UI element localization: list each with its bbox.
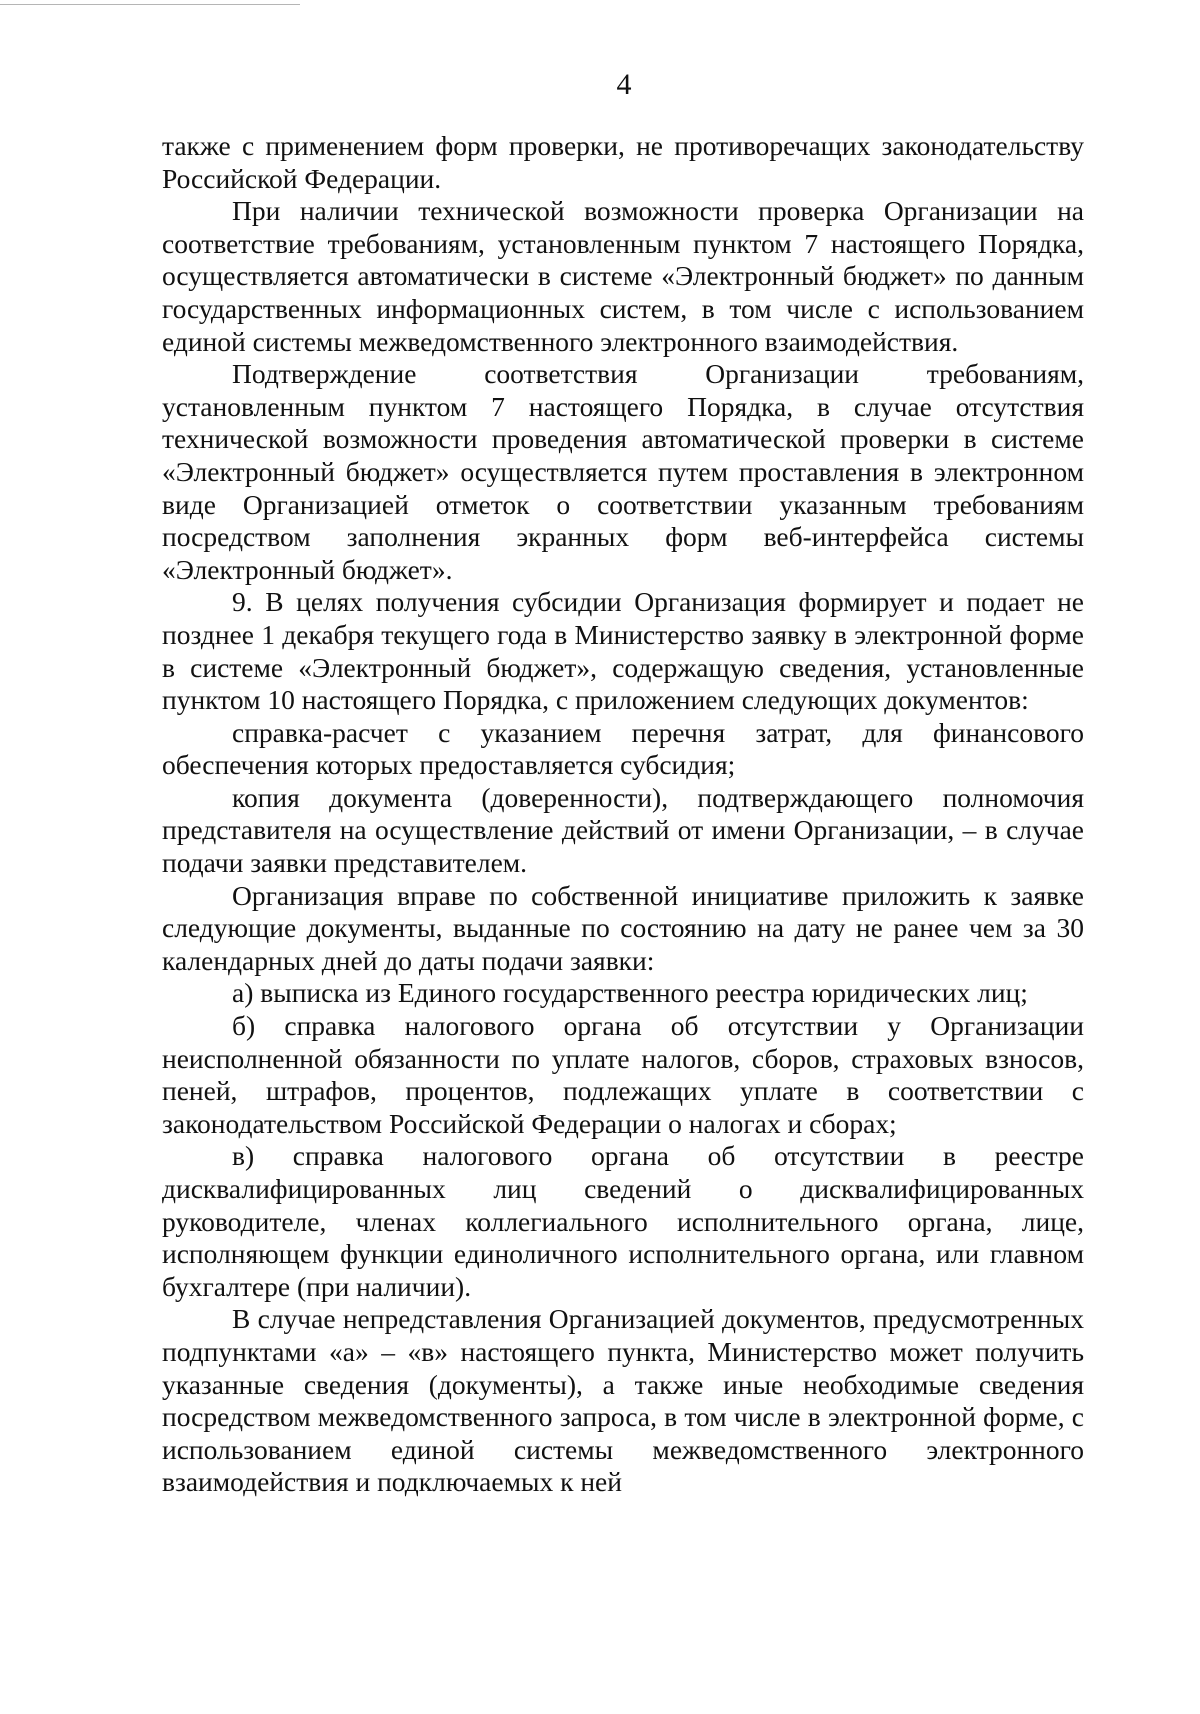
paragraph-item-9: 9. В целях получения субсидии Организация формирует и подает не позднее 1 декабря текущего года в Министерство заявку в электронной форме в системе «Электронный бюджет», содержащую сведения, установленные пунктом 10 настоящего Порядка, с приложением следующих документов:: [162, 586, 1084, 716]
paragraph-subitem-v: в) справка налогового органа об отсутствии в реестре дисквалифицированных лиц сведений о дисквалифицированных руководителе, членах коллегиального исполнительного органа, лице, исполняющем функции единоличного исполнительного органа, или главном бухгалтере (при наличии).: [162, 1140, 1084, 1302]
paragraph-interagency-request: В случае непредставления Организацией документов, предусмотренных подпунктами «а» – «в» настоящего пункта, Министерство может получить указанные сведения (документы), а также иные необходимые сведения посредством межведомственного запроса, в том числе в электронной форме, с использованием единой системы межведомственного электронного взаимодействия и подключаемых к ней: [162, 1303, 1084, 1498]
paragraph-continuation: также с применением форм проверки, не противоречащих законодательству Российской Федерации.: [162, 130, 1084, 194]
paragraph-calculation-certificate: справка-расчет с указанием перечня затрат, для финансового обеспечения которых предоставляется субсидия;: [162, 716, 1084, 781]
paragraph-optional-documents: Организация вправе по собственной инициативе приложить к заявке следующие документы, выданные по состоянию на дату не ранее чем за 30 календарных дней до даты подачи заявки:: [162, 879, 1084, 976]
paragraph-subitem-b: б) справка налогового органа об отсутствии у Организации неисполненной обязанности по уплате налогов, сборов, страховых взносов, пеней, штрафов, процентов, подлежащих уплате в соответствии с законодательством Российской Федерации о налогах и сборах;: [162, 1010, 1084, 1139]
scan-edge-line: [0, 4, 300, 5]
page-number: 4: [616, 68, 632, 101]
paragraph-power-of-attorney: копия документа (доверенности), подтверждающего полномочия представителя на осуществление действий от имени Организации, – в случае подачи заявки представителем.: [162, 781, 1084, 879]
paragraph-automatic-check: При наличии технической возможности проверка Организации на соответствие требованиям, установленным пунктом 7 настоящего Порядка, осуществляется автоматически в системе «Электронный бюджет» по данным государственных информационных систем, в том числе с использованием единой системы межведомственного электронного взаимодействия.: [162, 195, 1084, 357]
document-body: [162, 130, 1084, 1499]
paragraph-confirmation: Подтверждение соответствия Организации требованиям, установленным пунктом 7 настоящего Порядка, в случае отсутствия технической возможности проведения автоматической проверки в системе «Электронный бюджет» осуществляется путем проставления в электронном виде Организацией отметок о соответствии указанным требованиям посредством заполнения экранных форм веб-интерфейса системы «Электронный бюджет».: [162, 358, 1084, 585]
paragraph-subitem-a: а) выписка из Единого государственного реестра юридических лиц;: [232, 977, 1028, 1009]
